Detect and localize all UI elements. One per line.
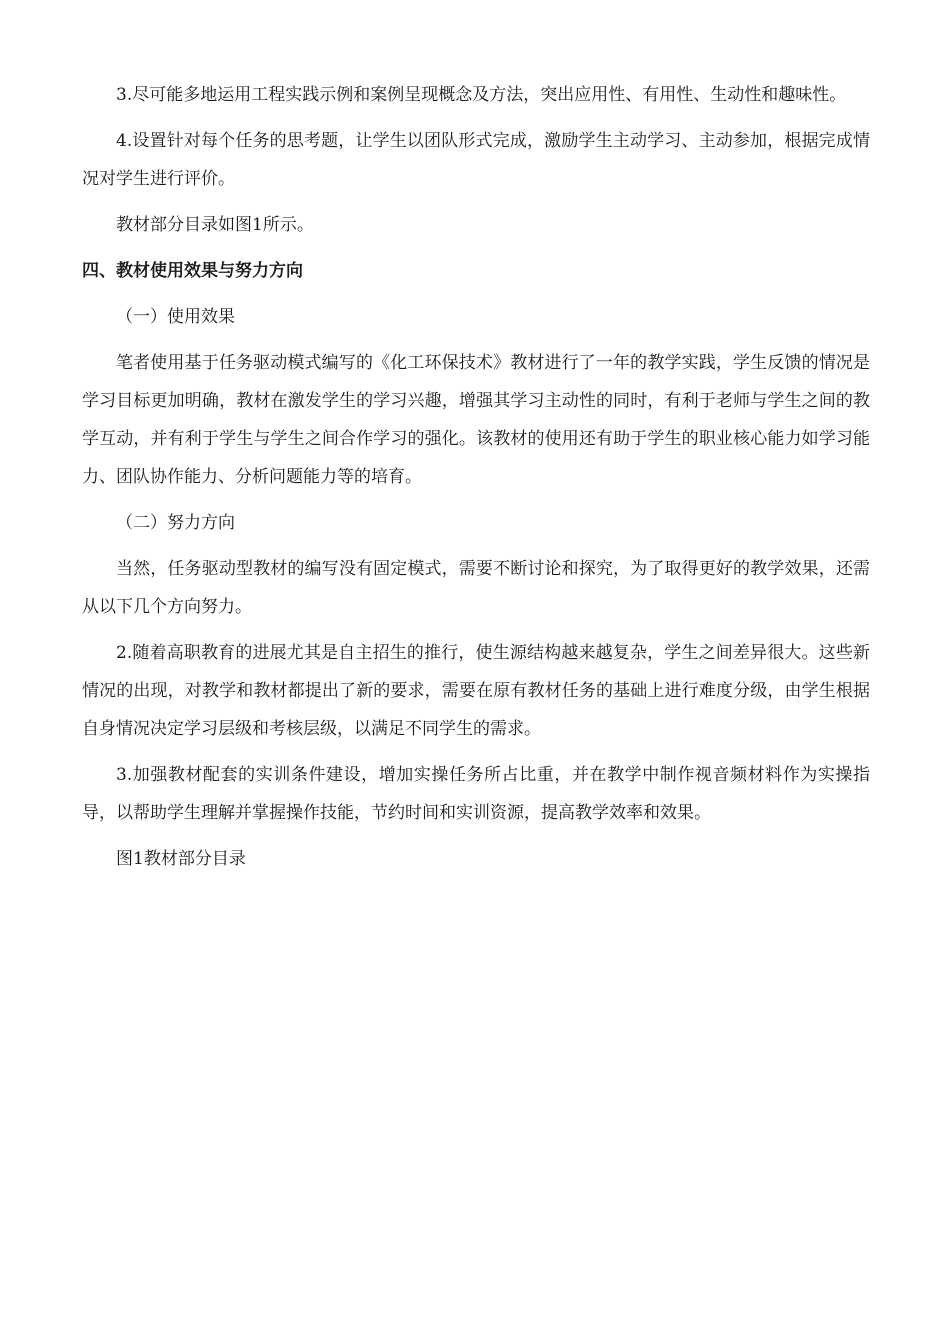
subsection-1-heading: （一）使用效果 (116, 307, 235, 327)
paragraph-direction-3: 3.加强教材配套的实训条件建设，增加实操任务所占比重，并在教学中制作视音频材料作为实操指导，以帮助学生理解并掌握操作技能，节约时间和实训资源，提高教学效率和效果。 (82, 765, 870, 823)
paragraph-toc-reference: 教材部分目录如图1所示。 (116, 215, 314, 235)
paragraph-direction-intro: 当然，任务驱动型教材的编写没有固定模式，需要不断讨论和探究，为了取得更好的教学效果，还需从以下几个方向努力。 (82, 559, 870, 617)
section-4-heading: 四、教材使用效果与努力方向 (82, 261, 303, 281)
document-body (82, 76, 870, 886)
figure-caption: 图1教材部分目录 (116, 849, 246, 869)
paragraph-item-4: 4.设置针对每个任务的思考题，让学生以团队形式完成，激励学生主动学习、主动参加，根据完成情况对学生进行评价。 (82, 131, 870, 189)
paragraph-usage-effect: 笔者使用基于任务驱动模式编写的《化工环保技术》教材进行了一年的教学实践，学生反馈的情况是学习目标更加明确，教材在激发学生的学习兴趣，增强其学习主动性的同时，有利于老师与学生之间的教学互动，并有利于学生与学生之间合作学习的强化。该教材的使用还有助于学生的职业核心能力如学习能力、团队协作能力、分析问题能力等的培育。 (82, 353, 870, 487)
paragraph-direction-2: 2.随着高职教育的进展尤其是自主招生的推行，使生源结构越来越复杂，学生之间差异很大。这些新情况的出现，对教学和教材都提出了新的要求，需要在原有教材任务的基础上进行难度分级，由学生根据自身情况决定学习层级和考核层级，以满足不同学生的需求。 (82, 643, 870, 739)
paragraph-item-3: 3.尽可能多地运用工程实践示例和案例呈现概念及方法，突出应用性、有用性、生动性和趣味性。 (116, 85, 847, 105)
subsection-2-heading: （二）努力方向 (116, 513, 235, 533)
